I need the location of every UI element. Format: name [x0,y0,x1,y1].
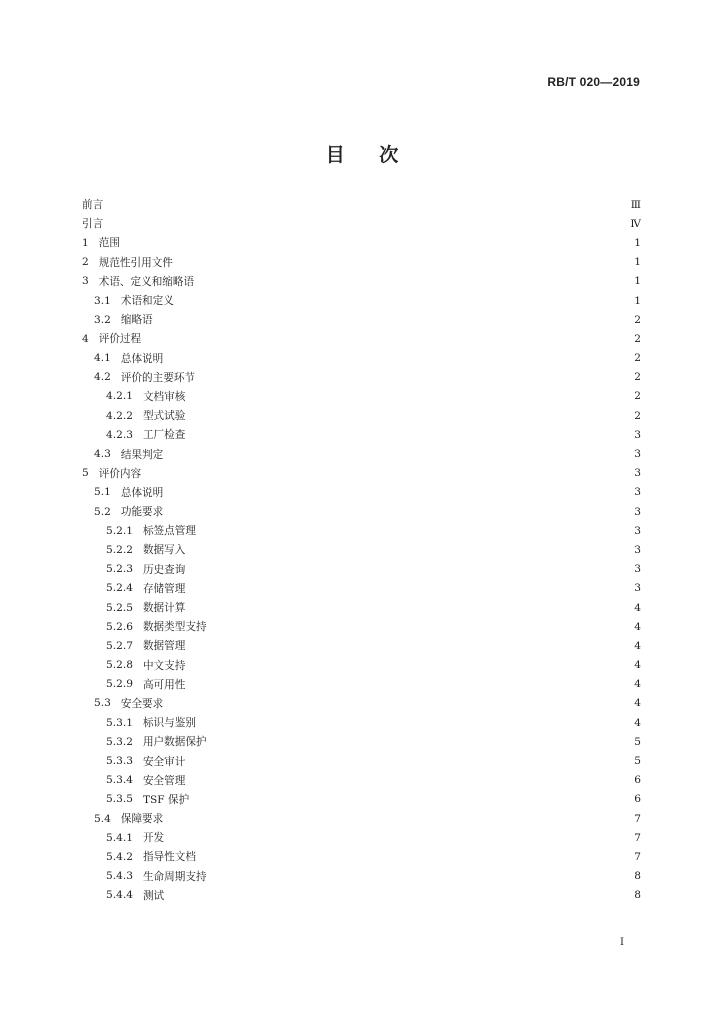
dot-leader [200,719,629,727]
dot-leader [189,757,629,765]
dot-leader [211,872,629,880]
toc-entry-label: 用户数据保护 [142,736,207,749]
toc-entry-label: 结果判定 [120,448,164,461]
toc-entry-label: 高可用性 [142,678,186,691]
toc-entry-label: 评价内容 [98,467,142,480]
dot-leader [189,584,629,592]
toc-entry-page: 2 [634,409,641,422]
toc-entry-number: 3.2 [94,313,111,326]
toc-entry-number: 5.2.4 [106,582,133,595]
toc-entry-label: 安全审计 [142,755,186,768]
toc-entry[interactable] [82,809,641,828]
toc-entry-number: 3.1 [94,294,111,307]
toc-entry-page: 3 [634,543,641,556]
toc-entry[interactable] [82,771,641,790]
dot-leader [145,469,629,477]
toc-entry-page: 5 [634,735,641,748]
dot-leader [167,488,629,496]
toc-entry-number: 5.4 [94,812,111,825]
toc-entry-label: 数据类型支持 [142,621,207,634]
dot-leader [189,642,629,650]
toc-entry-number: 5.2.9 [106,678,133,691]
toc-entry-number: 5.2.8 [106,659,133,672]
toc-entry-page: 3 [634,524,641,537]
toc-entry[interactable] [82,329,641,348]
toc-entry-page: 5 [634,755,641,768]
toc-entry[interactable] [82,425,641,444]
toc-entry-page: 8 [634,870,641,883]
toc-entry-page: 4 [634,697,641,710]
toc-entry-number: 4.2 [94,371,111,384]
toc-entry-label: 历史查询 [142,563,186,576]
toc-entry-label: 存储管理 [142,582,186,595]
toc-entry[interactable] [82,502,641,521]
toc-entry[interactable] [82,579,641,598]
toc-entry-label: 缩略语 [120,314,153,327]
toc-entry[interactable] [82,387,641,406]
toc-entry-label: 指导性文档 [142,851,196,864]
toc-entry[interactable] [82,349,641,368]
dot-leader [211,738,629,746]
toc-entry-number: 5.3 [94,697,111,710]
dot-leader [189,412,629,420]
toc-entry[interactable] [82,732,641,751]
toc-entry-label: 测试 [142,889,165,902]
toc-entry-page: 2 [634,352,641,365]
toc-entry-number: 5.2.1 [106,524,133,537]
toc-entry-number: 5.3.3 [106,755,133,768]
toc-entry-label: 安全管理 [142,774,186,787]
dot-leader [107,220,626,228]
toc-entry-number: 5.4.2 [106,850,133,863]
toc-entry-page: 1 [634,256,641,269]
toc-entry-label: 功能要求 [120,506,164,519]
toc-entry-number: 5.3.4 [106,774,133,787]
toc-entry-page: Ⅳ [630,217,641,230]
toc-entry[interactable] [82,560,641,579]
toc-entry[interactable] [82,636,641,655]
toc-entry-page: 4 [634,639,641,652]
toc-entry[interactable] [82,253,641,272]
toc-entry[interactable] [82,444,641,463]
toc-entry[interactable] [82,368,641,387]
toc-title: 目 次 [325,144,399,166]
toc-entry-page: 7 [634,850,641,863]
toc-entry-number: 5.2.2 [106,543,133,556]
toc-entry-number: 5.2.3 [106,563,133,576]
toc-entry-label: 评价过程 [98,333,142,346]
dot-leader [178,297,629,305]
toc-entry-page: 2 [634,332,641,345]
toc-entry-page: 2 [634,371,641,384]
toc-entry[interactable] [82,521,641,540]
dot-leader [157,316,629,324]
dot-leader [189,776,629,784]
toc-entry-page: 6 [634,774,641,787]
toc-entry-label: 安全要求 [120,697,164,710]
toc-entry-number: 5.3.5 [106,793,133,806]
toc-entry-label: 总体说明 [120,486,164,499]
page-number: I [620,937,624,948]
toc-entry[interactable] [82,483,641,502]
dot-leader [193,795,629,803]
toc-entry-label: 开发 [142,832,165,845]
toc-entry-page: 4 [634,620,641,633]
toc-entry-number: 5.2.6 [106,620,133,633]
toc-entry[interactable] [82,656,641,675]
toc-entry-label: 数据写入 [142,544,186,557]
toc-entry-label: TSF 保护 [142,793,190,806]
toc-entry-page: 8 [634,889,641,902]
toc-entry-page: 2 [634,390,641,403]
toc-entry-number: 4.3 [94,448,111,461]
toc-entry-label: 工厂检查 [142,429,186,442]
toc-entry-label: 标识与鉴别 [142,717,196,730]
toc-entry[interactable] [82,310,641,329]
toc-entry-page: 1 [634,294,641,307]
toc-entry-page: 3 [634,448,641,461]
toc-entry-page: 7 [634,812,641,825]
toc-entry[interactable] [82,540,641,559]
toc-entry[interactable] [82,886,641,905]
toc-entry-number: 5.3.1 [106,716,133,729]
toc-entry[interactable] [82,195,641,214]
toc-entry[interactable] [82,464,641,483]
toc-entry-label: 文档审核 [142,390,186,403]
toc-entry-number: 4.1 [94,352,111,365]
dot-leader [167,699,629,707]
toc-entry[interactable] [82,867,641,886]
toc-entry-page: 3 [634,428,641,441]
toc-entry-label: 保障要求 [120,813,164,826]
toc-entry-number: 3 [82,275,89,288]
dot-leader [124,239,629,247]
toc-entry-number: 5.4.3 [106,870,133,883]
toc-entry-label: 范围 [98,237,120,250]
toc-entry-number: 5.2 [94,505,111,518]
toc-entry[interactable] [82,847,641,866]
toc-entry-page: 3 [634,467,641,480]
toc-entry-number: 5.3.2 [106,735,133,748]
toc-entry-page: 3 [634,563,641,576]
toc-entry-label: 术语、定义和缩略语 [98,275,195,288]
dot-leader [198,277,629,285]
toc-entry-number: 2 [82,256,89,269]
toc-entry-label: 总体说明 [120,352,164,365]
dot-leader [167,450,629,458]
dot-leader [189,431,629,439]
toc-entry-label: 型式试验 [142,410,186,423]
dot-leader [107,201,627,209]
toc-entry[interactable] [82,675,641,694]
toc-entry-number: 4.2.3 [106,428,133,441]
toc-entry-label: 标签点管理 [142,525,196,538]
dot-leader [168,891,629,899]
toc-entry[interactable] [82,233,641,252]
toc-entry-number: 4.2.2 [106,409,133,422]
dot-leader [167,508,629,516]
toc-entry[interactable] [82,790,641,809]
toc-entry-number: 4.2.1 [106,390,133,403]
dot-leader [189,661,629,669]
toc-entry-page: 3 [634,486,641,499]
toc-entry[interactable] [82,751,641,770]
toc-entry-page: 4 [634,659,641,672]
toc-entry[interactable] [82,291,641,310]
toc-entry-page: 7 [634,831,641,844]
toc-entry-label: 评价的主要环节 [120,371,196,384]
dot-leader [167,815,629,823]
dot-leader [168,834,629,842]
toc-entry[interactable] [82,406,641,425]
toc-entry[interactable] [82,272,641,291]
toc-entry-page: 4 [634,601,641,614]
toc-entry-label: 前言 [82,199,104,212]
dot-leader [199,373,629,381]
toc-entry-page: 4 [634,716,641,729]
toc-entry-page: 3 [634,582,641,595]
dot-leader [189,565,629,573]
toc-entry[interactable] [82,694,641,713]
toc-entry-label: 数据管理 [142,640,186,653]
toc-entry-label: 引言 [82,218,104,231]
toc-entry[interactable] [82,598,641,617]
toc-entry[interactable] [82,617,641,636]
document-code: RB/T 020—2019 [547,75,640,89]
toc-entry[interactable] [82,713,641,732]
dot-leader [211,623,629,631]
toc-entry-label: 规范性引用文件 [98,256,173,269]
toc-entry-number: 5.2.5 [106,601,133,614]
toc-entry-label: 术语和定义 [120,295,174,308]
toc-entry-page: 1 [634,275,641,288]
toc-entry-page: 1 [634,236,641,249]
toc-entry-page: 6 [634,793,641,806]
dot-leader [167,354,629,362]
toc-entry-page: 3 [634,505,641,518]
dot-leader [189,546,629,554]
toc-entry-number: 1 [82,236,89,249]
toc-entry[interactable] [82,214,641,233]
toc-entry-number: 5.2.7 [106,639,133,652]
toc-entry-number: 5 [82,467,89,480]
dot-leader [200,853,629,861]
dot-leader [189,680,629,688]
toc-entry-page: 4 [634,678,641,691]
table-of-contents [82,195,641,905]
toc-entry-number: 5.4.1 [106,831,133,844]
dot-leader [200,527,629,535]
dot-leader [145,335,629,343]
toc-entry-number: 4 [82,332,89,345]
toc-entry-label: 生命周期支持 [142,870,207,883]
dot-leader [177,258,629,266]
toc-entry-label: 数据计算 [142,602,186,615]
dot-leader [189,604,629,612]
toc-entry-label: 中文支持 [142,659,186,672]
toc-entry[interactable] [82,828,641,847]
toc-entry-page: 2 [634,313,641,326]
toc-entry-page: Ⅲ [630,198,641,211]
toc-entry-number: 5.1 [94,486,111,499]
toc-entry-number: 5.4.4 [106,889,133,902]
dot-leader [189,392,629,400]
